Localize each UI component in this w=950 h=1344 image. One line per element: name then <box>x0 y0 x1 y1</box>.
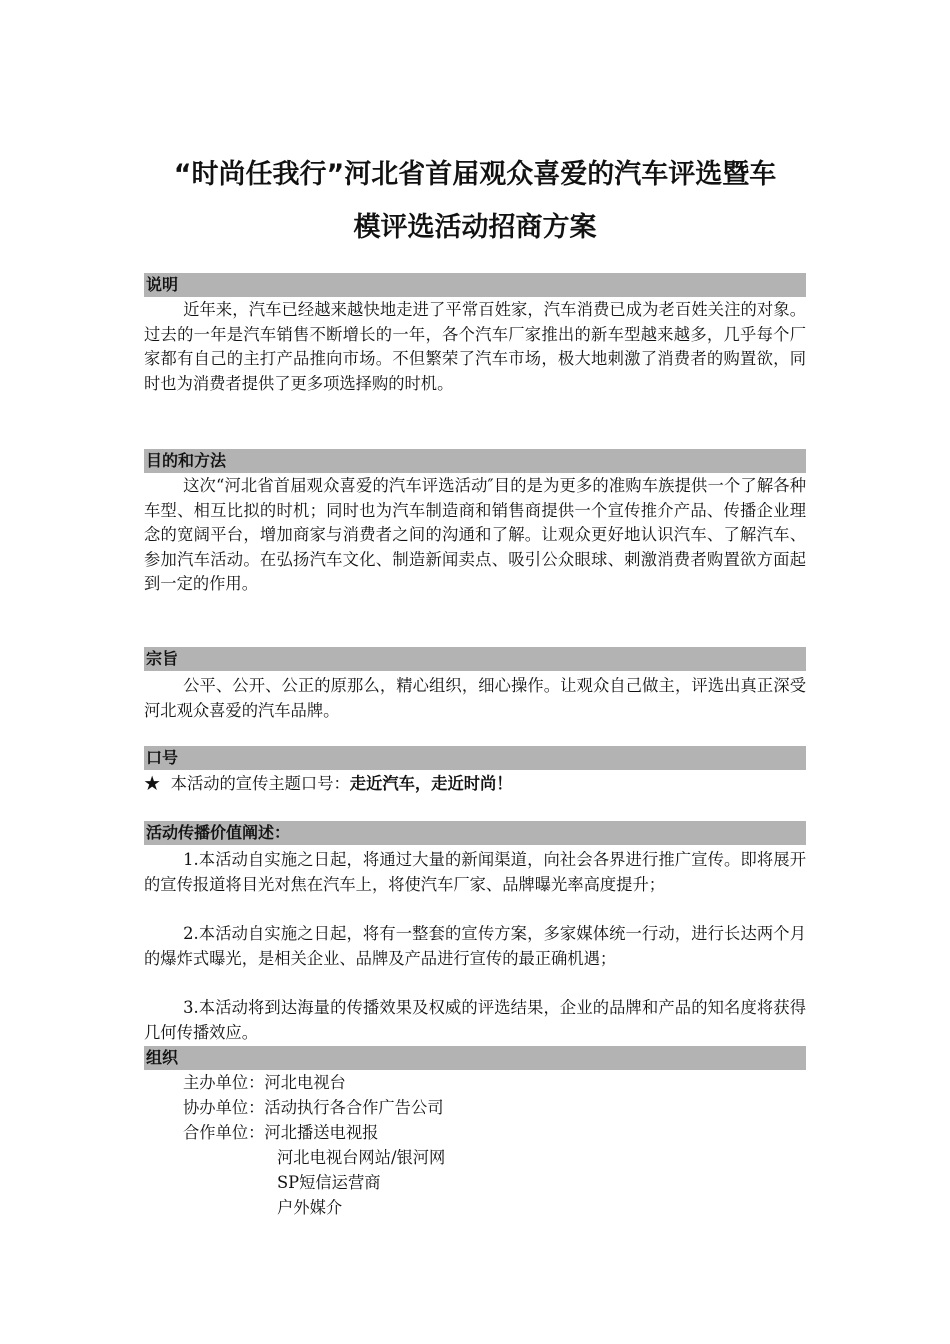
section-header-tenet: 宗旨 <box>144 647 806 671</box>
section-header-value: 活动传播价值阐述： <box>144 821 806 845</box>
org-co-label: 协办单位： <box>183 1098 265 1117</box>
document-title-line-1: “时尚任我行”河北省首届观众喜爱的汽车评选暨车 <box>173 159 777 190</box>
section-header-purpose: 目的和方法 <box>144 449 806 473</box>
section-header-explain: 说明 <box>144 273 806 297</box>
org-partner-value-3: SP短信运营商 <box>277 1173 381 1192</box>
slogan-prefix: 本活动的宣传主题口号： <box>170 774 350 793</box>
org-co-value: 活动执行各合作广告公司 <box>264 1098 444 1117</box>
value-item-1: 1.本活动自实施之日起，将通过大量的新闻渠道，向社会各界进行推广宣传。即将展开的宣传报道将目光对焦在汽车上，将使汽车厂家、品牌曝光率高度提升； <box>144 850 806 894</box>
value-item-3: 3.本活动将到达海量的传播效果及权威的评选结果，企业的品牌和产品的知名度将获得几何传播效应。 <box>144 998 806 1042</box>
slogan-text: 走近汽车，走近时尚！ <box>349 774 513 793</box>
org-host-label: 主办单位： <box>183 1073 265 1092</box>
org-host-value: 河北电视台 <box>264 1073 346 1092</box>
org-partner-value-2: 河北电视台网站/银河网 <box>277 1148 446 1167</box>
org-co-row <box>183 1096 444 1121</box>
value-item-2: 2.本活动自实施之日起，将有一整套的宣传方案，多家媒体统一行动，进行长达两个月的爆炸式曝光，是相关企业、品牌及产品进行宣传的最正确机遇； <box>144 924 806 968</box>
tenet-paragraph: 公平、公开、公正的原那么，精心组织，细心操作。让观众自己做主，评选出真正深受河北观众喜爱的汽车品牌。 <box>144 676 806 720</box>
explain-paragraph: 近年来，汽车已经越来越快地走进了平常百姓家，汽车消费已成为老百姓关注的对象。过去的一年是汽车销售不断增长的一年，各个汽车厂家推出的新车型越来越多，几乎每个厂家都有自己的主打产品推向市场。不但繁荣了汽车市场，极大地刺激了消费者的购置欲，同时也为消费者提供了更多项选择购的时机。 <box>144 300 806 393</box>
section-header-slogan: 口号 <box>144 746 806 770</box>
org-partner-value-1: 河北播送电视报 <box>264 1123 379 1142</box>
section-header-org: 组织 <box>144 1046 806 1070</box>
org-partner-value-4: 户外媒介 <box>277 1198 343 1217</box>
document-title-line-2: 模评选活动招商方案 <box>353 212 597 243</box>
slogan-line <box>144 772 513 797</box>
org-partner-row <box>183 1121 378 1146</box>
org-host-row <box>183 1071 346 1096</box>
star-icon: ★ <box>144 774 161 793</box>
purpose-paragraph: 这次“河北省首届观众喜爱的汽车评选活动″目的是为更多的准购车族提供一个了解各种车型、相互比拟的时机；同时也为汽车制造商和销售商提供一个宣传推介产品、传播企业理念的宽阔平台，增加商家与消费者之间的沟通和了解。让观众更好地认识汽车、了解汽车、参加汽车活动。在弘扬汽车文化、制造新闻卖点、吸引公众眼球、刺激消费者购置欲方面起到一定的作用。 <box>144 476 806 594</box>
org-partner-label: 合作单位： <box>183 1123 265 1142</box>
